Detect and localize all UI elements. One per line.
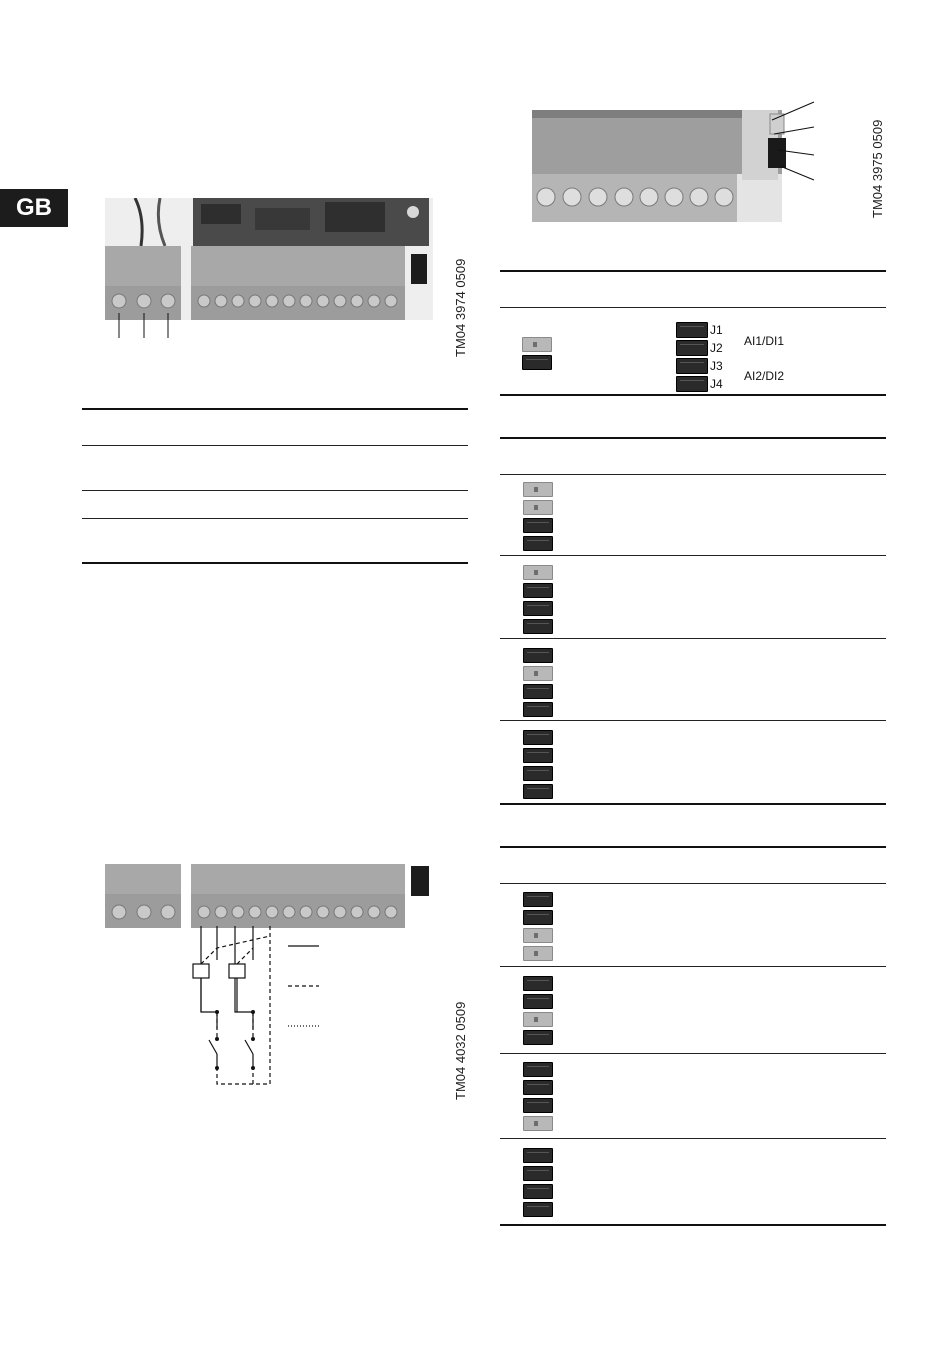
jumper-state bbox=[523, 1030, 553, 1045]
jumper-state bbox=[523, 1184, 553, 1199]
table1-top-rule bbox=[82, 408, 468, 410]
table3-rule bbox=[500, 720, 886, 721]
table3-rule bbox=[500, 555, 886, 556]
jumper-state bbox=[523, 766, 553, 781]
jumper-state bbox=[523, 1098, 553, 1113]
jumper-state bbox=[523, 1012, 553, 1027]
table4-rule bbox=[500, 1138, 886, 1139]
label-j4: J4 bbox=[710, 377, 723, 391]
jumper-state bbox=[523, 619, 553, 634]
jumper-state bbox=[523, 518, 553, 533]
legend-jumper-off bbox=[522, 355, 552, 370]
table2-bottom-rule bbox=[500, 394, 886, 396]
jumper-state bbox=[523, 1202, 553, 1217]
terminal-block-photo-1 bbox=[105, 198, 433, 340]
jumper-state bbox=[523, 702, 553, 717]
jumper-j2 bbox=[676, 340, 708, 356]
jumper-state bbox=[523, 1166, 553, 1181]
label-j2: J2 bbox=[710, 341, 723, 355]
jumper-j1 bbox=[676, 322, 708, 338]
legend-jumper-on bbox=[522, 337, 552, 352]
jumper-state bbox=[523, 666, 553, 681]
jumper-state bbox=[523, 601, 553, 616]
jumper-state bbox=[523, 892, 553, 907]
table3-bottom-rule bbox=[500, 803, 886, 805]
jumper-state bbox=[523, 1116, 553, 1131]
label-j1: J1 bbox=[710, 323, 723, 337]
jumper-j4 bbox=[676, 376, 708, 392]
jumper-state bbox=[523, 730, 553, 745]
jumper-state bbox=[523, 500, 553, 515]
figure-code-2: TM04 3975 0509 bbox=[870, 119, 885, 218]
label-j3: J3 bbox=[710, 359, 723, 373]
signal-ai1-di1: AI1/DI1 bbox=[744, 334, 785, 348]
figure-code-3: TM04 4032 0509 bbox=[453, 1001, 468, 1100]
jumper-state bbox=[523, 482, 553, 497]
jumper-state bbox=[523, 648, 553, 663]
table3-rule bbox=[500, 474, 886, 475]
jumper-state bbox=[523, 928, 553, 943]
jumper-state bbox=[523, 536, 553, 551]
table4-rule bbox=[500, 883, 886, 884]
jumper-j3 bbox=[676, 358, 708, 374]
jumper-state bbox=[523, 1080, 553, 1095]
figure-code-1: TM04 3974 0509 bbox=[453, 258, 468, 357]
jumper-state bbox=[523, 910, 553, 925]
jumper-state bbox=[523, 994, 553, 1009]
table4-bottom-rule bbox=[500, 1224, 886, 1226]
table1-rule bbox=[82, 490, 468, 491]
jumper-state bbox=[523, 946, 553, 961]
signal-ai2-di2: AI2/DI2 bbox=[744, 369, 785, 383]
wiring-diagram bbox=[105, 864, 433, 1088]
table4-top-rule bbox=[500, 846, 886, 848]
jumper-state bbox=[523, 583, 553, 598]
table2-top-rule bbox=[500, 270, 886, 272]
table3-top-rule bbox=[500, 437, 886, 439]
jumper-state bbox=[523, 976, 553, 991]
jumper-state bbox=[523, 748, 553, 763]
jumper-state bbox=[523, 684, 553, 699]
jumper-state bbox=[523, 565, 553, 580]
terminal-block-photo-2 bbox=[532, 100, 822, 224]
table1-rule bbox=[82, 518, 468, 519]
language-tab: GB bbox=[0, 189, 68, 227]
table1-bottom-rule bbox=[82, 562, 468, 564]
table2-rule bbox=[500, 307, 886, 308]
jumper-state bbox=[523, 784, 553, 799]
table3-rule bbox=[500, 638, 886, 639]
table4-rule bbox=[500, 1053, 886, 1054]
jumper-state bbox=[523, 1062, 553, 1077]
table4-rule bbox=[500, 966, 886, 967]
table1-rule bbox=[82, 445, 468, 446]
jumper-state bbox=[523, 1148, 553, 1163]
